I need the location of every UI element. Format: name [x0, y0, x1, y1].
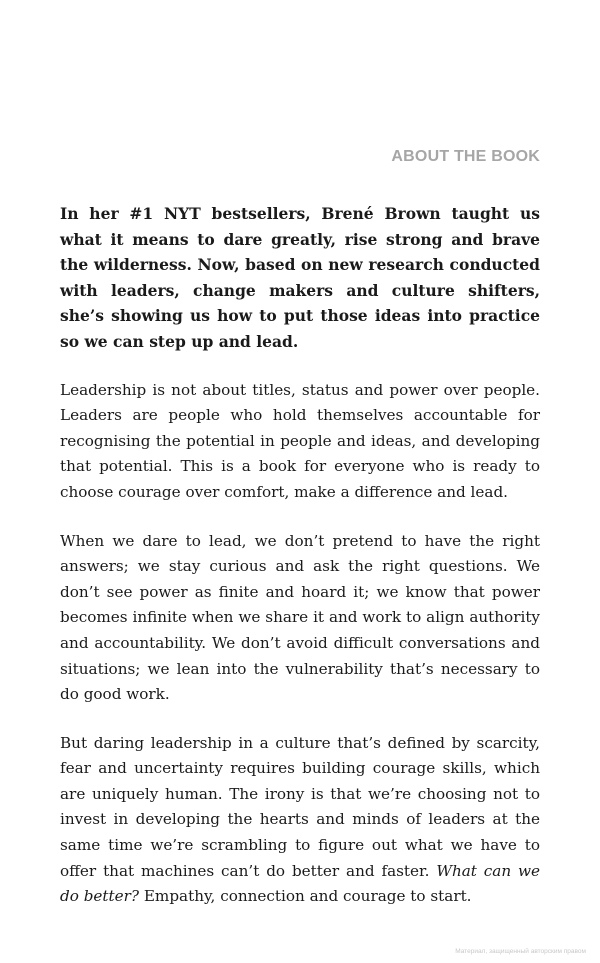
copyright-watermark: Материал, защищенный авторским правом — [455, 948, 586, 955]
book-description — [60, 201, 540, 910]
paragraph-text-end: Empathy, connection and courage to start. — [139, 887, 472, 906]
italic-question: What can we do better? — [60, 861, 540, 906]
leadership-paragraph: Leadership is not about titles, status and power over people. Leaders are people who hold themselves accountable for recognising the potential in people and ideas, and developing that potential. This is a book for everyone who is ready to choose courage over comfort, make a difference and lead. — [60, 380, 540, 501]
section-heading: ABOUT THE BOOK — [391, 148, 540, 165]
lead-paragraph: In her #1 NYT bestsellers, Brené Brown taught us what it means to dare greatly, rise strong and brave the wilderness. Now, based on new research conducted with leaders, change makers and culture shifters, she’s showing us how to put those ideas into practice so we can step up and lead. — [60, 204, 540, 351]
daring-leadership-paragraph — [60, 731, 540, 910]
paragraph-text-start: But daring leadership in a culture that’s defined by scarcity, fear and uncertainty requires building courage skills, which are uniquely human. The irony is that we’re choosing not to invest in developing the hearts and minds of leaders at the same time we’re scrambling to figure out what we have to offer that machines can’t do better and faster. — [60, 733, 540, 880]
dare-to-lead-paragraph: When we dare to lead, we don’t pretend to have the right answers; we stay curious and ask the right questions. We don’t see power as finite and hoard it; we know that power becomes infinite when we share it and work to align authority and accountability. We don’t avoid difficult conversations and situations; we lean into the vulnerability that’s necessary to do good work. — [60, 531, 540, 704]
